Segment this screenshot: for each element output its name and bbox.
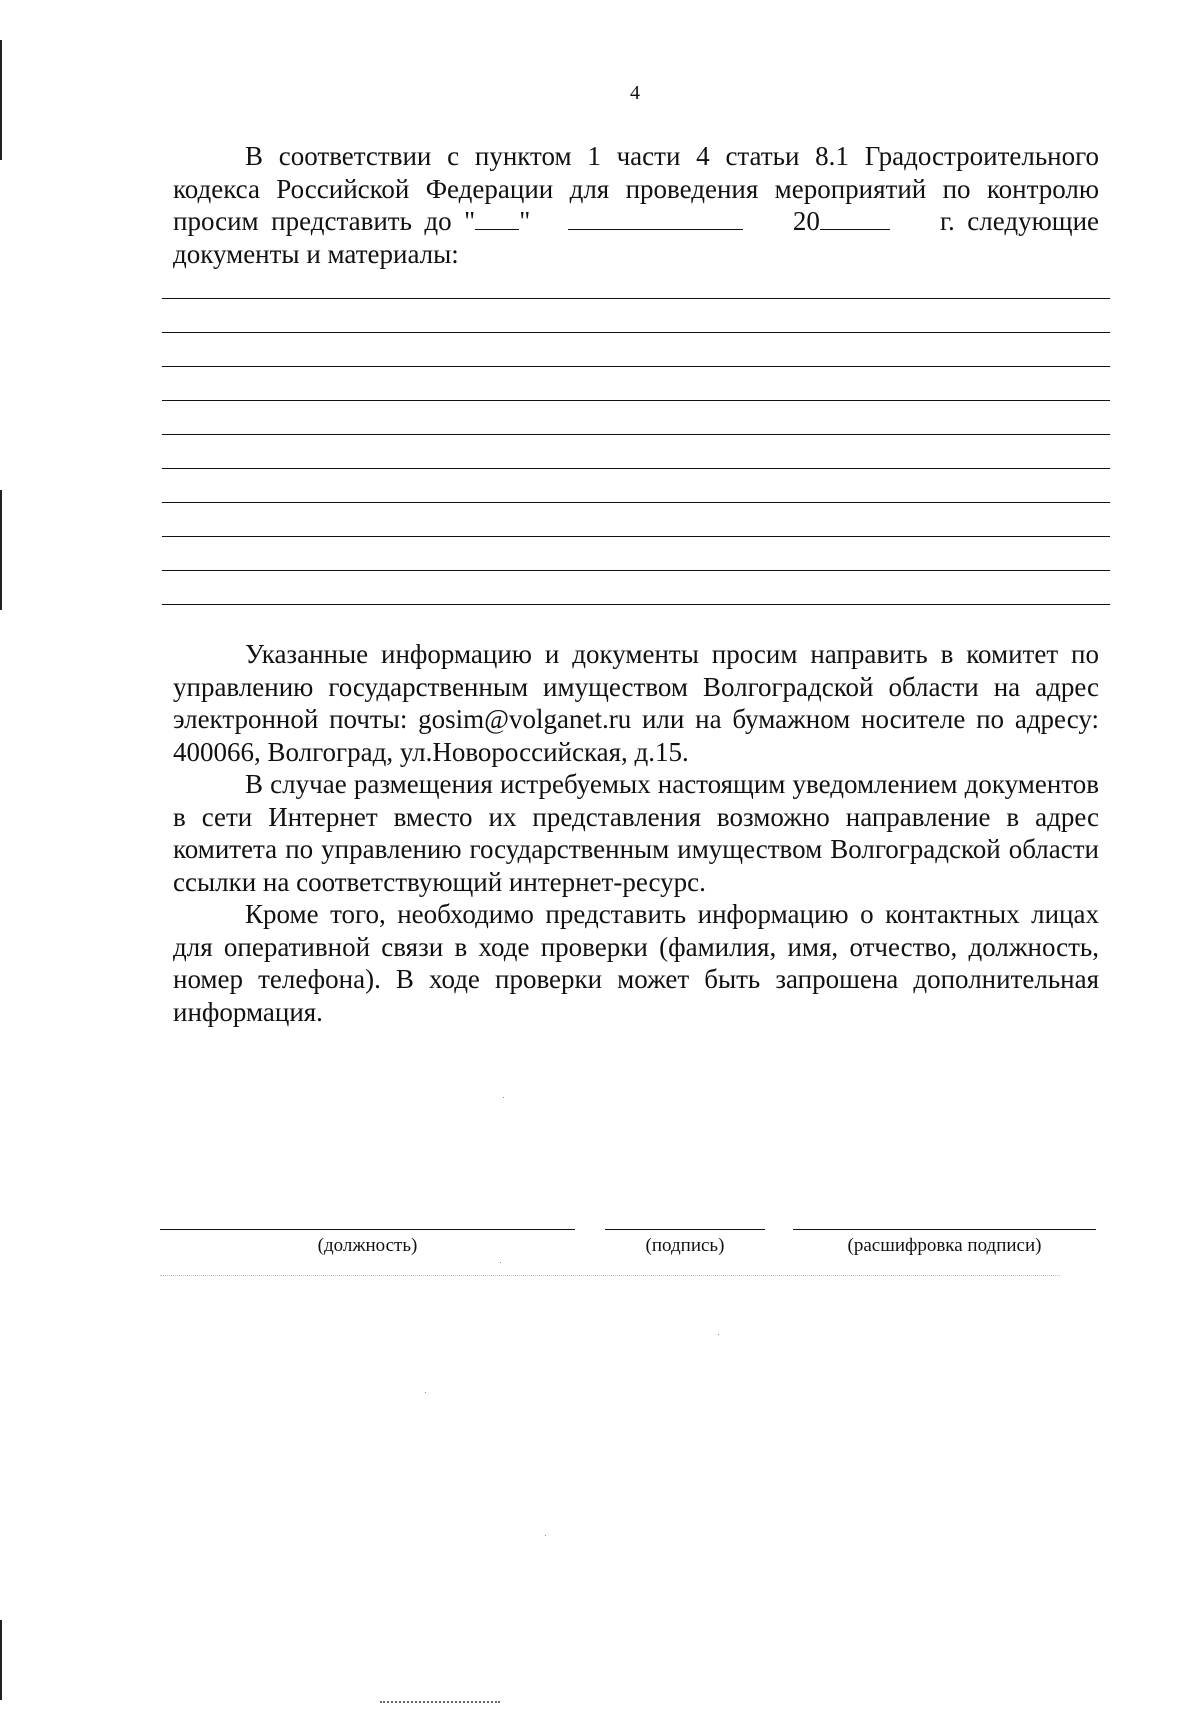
decoding-caption: (расшифровка подписи) (847, 1235, 1042, 1256)
day-blank (475, 207, 519, 230)
intro-line: В соответствии с пунктом 1 части 4 статьи 8.1 Градостроительного (245, 141, 1099, 171)
decoding-signature-line (793, 1229, 1096, 1230)
submission-paragraph (173, 638, 1099, 1028)
internet-resource-text: В случае размещения истребуемых настоящим уведомлением документов в сети Интернет вместо их представления возможно направление в адрес комитета по управлению государственным имуществом Волгоградской области ссылки на соответствующий интернет-ресурс. (173, 769, 1099, 897)
intro-text: " (519, 206, 531, 236)
signature-line (605, 1229, 765, 1230)
blank-document-line (162, 570, 1110, 571)
scan-speck (425, 1392, 426, 1393)
year-blank (820, 207, 890, 230)
scan-noise (160, 1275, 1060, 1276)
month-blank (568, 207, 743, 230)
blank-document-line (162, 434, 1110, 435)
scan-noise (380, 1701, 500, 1703)
scan-speck (500, 1262, 501, 1263)
submission-text: Указанные информацию и документы просим направить в комитет по управлению государственным имуществом Волгоградской области на адрес электронной почты: gosim@volganet.ru или на бумажном носителе по адресу: 400066, Волгоград, ул.Новороссийская, д.15. (173, 639, 1099, 767)
scan-speck (545, 1535, 546, 1536)
scan-speck (503, 1097, 504, 1098)
intro-line: документы и материалы: (173, 238, 459, 269)
scan-edge-mark (0, 490, 2, 610)
intro-line: кодекса Российской Федерации для проведения мероприятий по контролю (173, 173, 1099, 204)
contacts-text: Кроме того, необходимо представить информацию о контактных лицах для оперативной связи в ходе проверки (фамилия, имя, отчество, должность, номер телефона). В ходе проверки может быть запрошена дополнительная информация. (173, 899, 1099, 1027)
blank-document-line (162, 468, 1110, 469)
intro-deadline-line (173, 205, 1099, 238)
scan-speck (718, 1334, 719, 1335)
blank-document-line (162, 298, 1110, 299)
position-caption: (должность) (317, 1235, 418, 1256)
scan-edge-mark (0, 1620, 2, 1700)
intro-text: г. следующие (940, 206, 1100, 236)
position-signature-line (160, 1229, 575, 1230)
intro-text: 20 (792, 206, 820, 236)
signature-caption: (подпись) (645, 1235, 725, 1256)
blank-document-line (162, 502, 1110, 503)
blank-document-line (162, 332, 1110, 333)
blank-document-line (162, 536, 1110, 537)
intro-text: просим представить до " (173, 206, 476, 236)
intro-paragraph (173, 140, 1099, 270)
blank-document-line (162, 400, 1110, 401)
page-number: 4 (630, 82, 640, 104)
blank-document-line (162, 366, 1110, 367)
blank-document-line (162, 604, 1110, 605)
